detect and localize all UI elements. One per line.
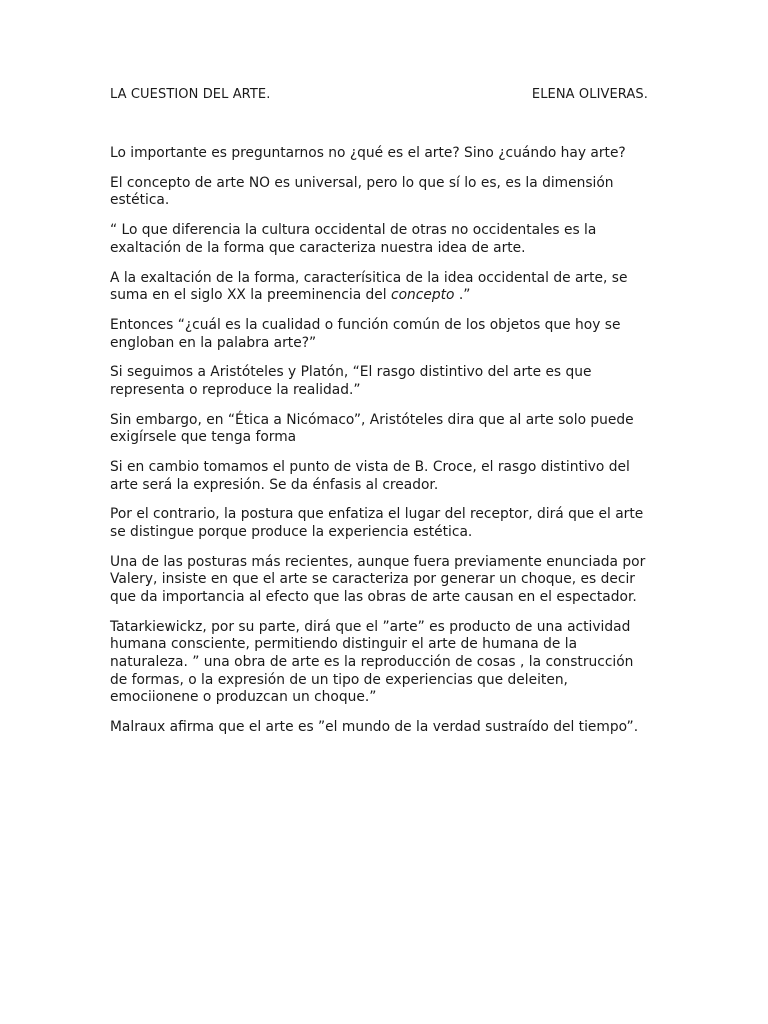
paragraph-8: Si en cambio tomamos el punto de vista de B. Croce, el rasgo distintivo del arte será la expresión. Se da énfasis al creador. — [110, 459, 630, 493]
paragraph-4-start: A la exaltación de la forma, caracterísitica de la idea occidental de arte, se suma en el siglo XX la preeminencia del — [110, 269, 628, 304]
emphasis-concepto: concepto — [391, 287, 455, 304]
paragraph-12: Malraux afirma que el arte es ”el mundo de la verdad sustraído del tiempo”. — [110, 718, 639, 735]
paragraph-10: Una de las posturas más recientes, aunque fuera previamente enunciada por Valery, insiste en que el arte se caracteriza por generar un choque, es decir que da importancia al efecto que las obras de arte causan en el espectador. — [110, 553, 646, 605]
paragraph-5: Entonces “¿cuál es la cualidad o función común de los objetos que hoy se engloban en la palabra arte?” — [110, 316, 621, 351]
document-body — [110, 145, 655, 749]
document-header — [110, 86, 648, 104]
paragraph-1: Lo importante es preguntarnos no ¿qué es el arte? Sino ¿cuándo hay arte? — [110, 145, 626, 161]
paragraph-9: Por el contrario, la postura que enfatiza el lugar del receptor, dirá que el arte se distingue porque produce la experiencia estética. — [110, 506, 644, 540]
paragraph-4 — [110, 270, 655, 305]
paragraph-11: Tatarkiewickz, por su parte, dirá que el ”arte” es producto de una actividad humana consciente, permitiendo distinguir el arte de humana de la naturaleza. ” una obra de arte es la reproducción de cosas , la construcción de formas, o la expresión de un tipo de experiencias que deleiten, emociionene o produzcan un choque.” — [110, 618, 634, 706]
paragraph-3: “ Lo que diferencia la cultura occidental de otras no occidentales es la exaltación de la forma que caracteriza nuestra idea de arte. — [110, 222, 597, 256]
paragraph-7: Sin embargo, en “Ética a Nicómaco”, Aristóteles dira que al arte solo puede exigírsele que tenga forma — [110, 411, 634, 446]
document-title: LA CUESTION DEL ARTE. — [110, 87, 271, 102]
paragraph-2: El concepto de arte NO es universal, pero lo que sí lo es, es la dimensión estética. — [110, 174, 614, 209]
paragraph-6: Si seguimos a Aristóteles y Platón, “El rasgo distintivo del arte es que representa o reproduce la realidad.” — [110, 364, 592, 398]
paragraph-4-end: .” — [454, 287, 471, 304]
document-author: ELENA OLIVERAS. — [531, 87, 648, 102]
